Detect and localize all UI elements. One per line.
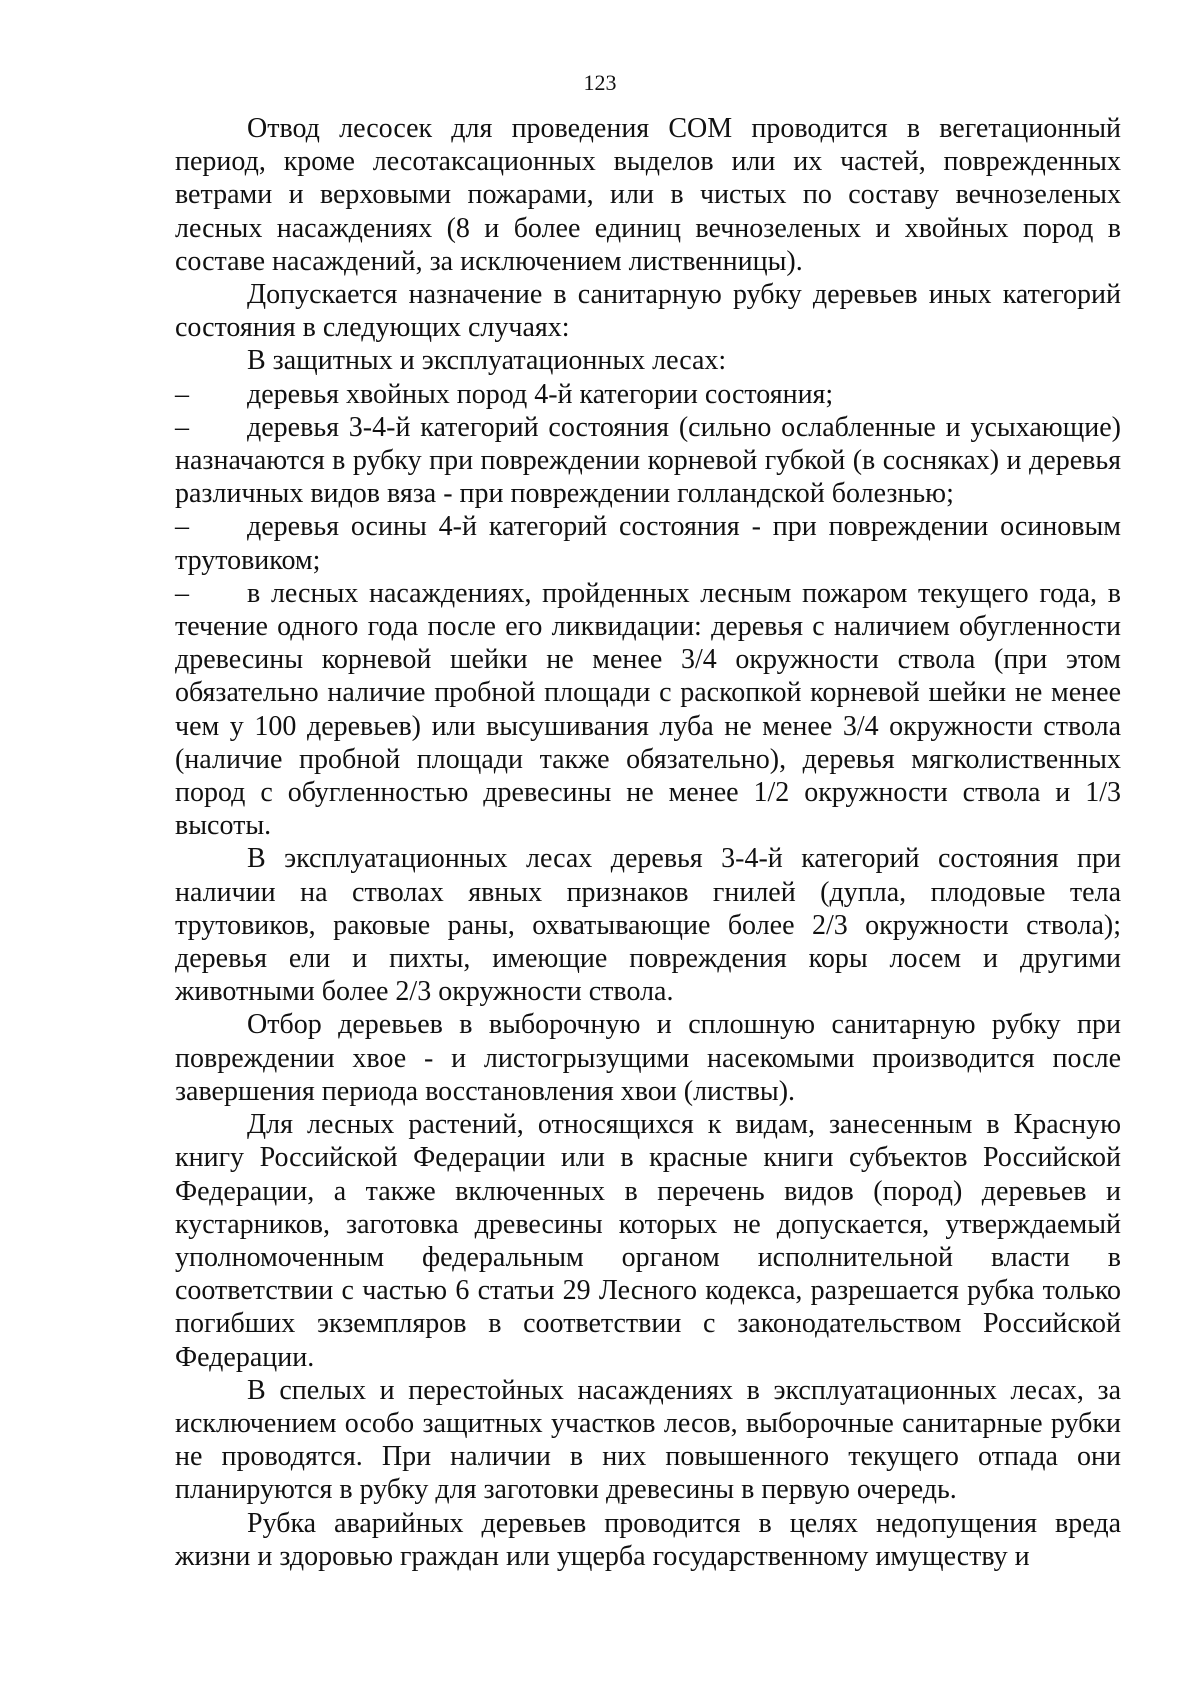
list-item bbox=[175, 510, 1121, 576]
list-item bbox=[175, 378, 1121, 411]
list-item-text: деревья хвойных пород 4-й категории состояния; bbox=[247, 378, 834, 410]
paragraph-allotment: Отвод лесосек для проведения СОМ проводится в вегетационный период, кроме лесотаксационных выделов или их частей, поврежденных ветрами и верховыми пожарами, или в чистых по составу вечнозеленых лесных насаждениях (8 и более единиц вечнозеленых и хвойных пород в составе насаждений, за исключением лиственницы). bbox=[175, 113, 1121, 277]
dash-marker: – bbox=[175, 577, 189, 609]
page-number: 123 bbox=[583, 70, 617, 95]
paragraph-red-book: Для лесных растений, относящихся к видам, занесенным в Красную книгу Российской Федерации или в красные книги субъектов Российской Федерации, а также включенных в перечень видов (пород) деревьев и кустарников, заготовка древесины которых не допускается, утверждаемый уполномоченным федеральным органом исполнительной власти в соответствии с частью 6 статьи 29 Лесного кодекса, разрешается рубка только погибших экземпляров в соответствии с законодательством Российской Федерации. bbox=[175, 1109, 1121, 1373]
paragraph-permission: Допускается назначение в санитарную рубку деревьев иных категорий состояния в следующих случаях: bbox=[175, 279, 1121, 344]
paragraph-insect-damage: Отбор деревьев в выборочную и сплошную санитарную рубку при повреждении хвое - и листогрызущими насекомыми производится после завершения периода восстановления хвои (листвы). bbox=[175, 1009, 1121, 1107]
list-item-text: деревья осины 4-й категорий состояния - при повреждении осиновым трутовиком; bbox=[175, 511, 1121, 576]
paragraph-mature-stands: В спелых и перестойных насаждениях в эксплуатационных лесах, за исключением особо защитных участков лесов, выборочные санитарные рубки не проводятся. При наличии в них повышенного текущего отпада они планируются в рубку для заготовки древесины в первую очередь. bbox=[175, 1374, 1121, 1506]
paragraph-forests-heading: В защитных и эксплуатационных лесах: bbox=[247, 345, 727, 377]
paragraph-exploitation-forests: В эксплуатационных лесах деревья 3-4-й категорий состояния при наличии на стволах явных признаков гнилей (дупла, плодовые тела трутовиков, раковые раны, охватывающие более 2/3 окружности ствола); деревья ели и пихты, имеющие повреждения коры лосем и другими животными более 2/3 окружности ствола. bbox=[175, 843, 1121, 1008]
dash-marker: – bbox=[175, 378, 189, 410]
list-item-text: в лесных насаждениях, пройденных лесным пожаром текущего года, в течение одного года после его ликвидации: деревья с наличием обугленности древесины корневой шейки не менее 3/4 окружности ствола (при этом обязательно наличие пробной площади с раскопкой корневой шейки не менее чем у 100 деревьев) или высушивания луба не менее 3/4 окружности ствола (наличие пробной площади также обязательно), деревья мягколиственных пород с обугленностью древесины не менее 1/2 окружности ствола и 1/3 высоты. bbox=[175, 577, 1121, 842]
list-item bbox=[175, 577, 1121, 843]
document-body bbox=[175, 112, 1121, 1573]
dash-marker: – bbox=[175, 411, 189, 443]
paragraph-hazard-trees: Рубка аварийных деревьев проводится в целях недопущения вреда жизни и здоровью граждан или ущерба государственному имуществу и bbox=[175, 1507, 1121, 1572]
list-item bbox=[175, 411, 1121, 511]
list-item-text: деревья 3-4-й категорий состояния (сильно ослабленные и усыхающие) назначаются в рубку при повреждении корневой губкой (в сосняках) и деревья различных видов вяза - при повреждении голландской болезнью; bbox=[175, 411, 1121, 510]
dash-marker: – bbox=[175, 511, 189, 543]
